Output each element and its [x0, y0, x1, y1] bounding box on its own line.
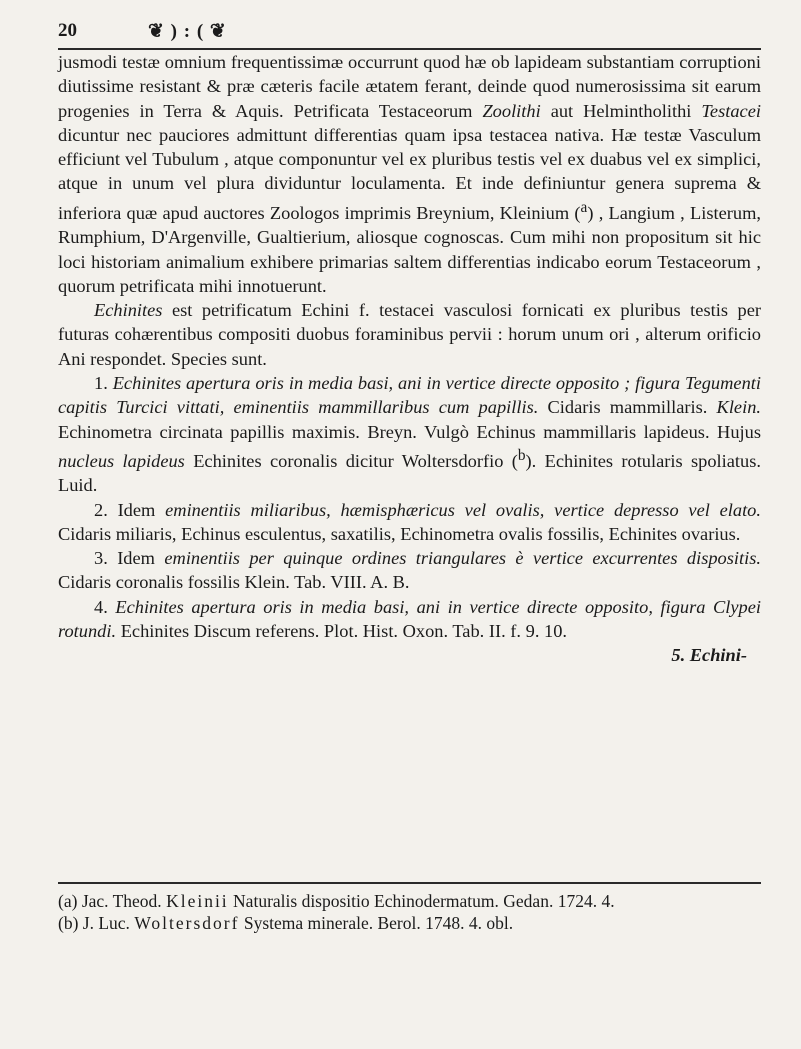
species-item-2: 2. Idem eminentiis miliaribus, hæmisphæricus vel ovalis, vertice depresso vel elato. Cidaris miliaris, Echinus esculentus, saxatilis, Echinometra ovalis fossilis, Echinites ovarius.: [58, 499, 761, 544]
term-testacei: Testacei: [701, 100, 761, 121]
species-item-1: 1. Echinites apertura oris in media basi, ani in vertice directe opposito ; figura Tegumenti capitis Turcici vittati, eminentiis mammillaribus cum papillis. Cidaris mammillaris. Klein. Echinometra circinata papillis maximis. Breyn. Vulgò Echinus mammillaris lapideus. Hujus nucleus lapideus Echinites coronalis dicitur Woltersdorfio ($^b$). Echinites rotularis spoliatus. Luid.: [58, 372, 761, 496]
paragraph-echinites: Echinites est petrificatum Echini f. testacei vasculosi fornicati ex pluribus testis per futuras cohærentibus compositi duobus foraminibus pervii : horum unum ori , alterum orificio Ani respondet. Species sunt.: [58, 300, 761, 369]
footnotes: [58, 890, 761, 934]
term-zoolithi: Zoolithi: [482, 100, 541, 121]
species-item-4: 4. Echinites apertura oris in media basi, ani in vertice directe opposito, figura Clypei rotundi. Echinites Discum referens. Plot. Hist. Oxon. Tab. II. f. 9. 10.: [58, 596, 761, 642]
running-header: [58, 20, 761, 46]
heading-echinites: Echinites: [94, 300, 163, 321]
footnote-a: (a) Jac. Theod. Kleinii Naturalis dispositio Echinodermatum. Gedan. 1724. 4.: [58, 891, 615, 911]
catchword: 5. Echini-: [671, 645, 747, 666]
page-number: 20: [58, 20, 77, 41]
footnote-b: (b) J. Luc. Woltersdorf Systema minerale. Berol. 1748. 4. obl.: [58, 913, 514, 933]
main-text: [58, 50, 761, 668]
footnote-rule: [58, 882, 761, 884]
footnote-ref-b[interactable]: b: [517, 446, 526, 464]
paragraph-intro: jusmodi testæ omnium frequentissimæ occurrunt quod hæ ob lapideam substantiam corruptioni diutissime resistant & præ cæteris facile ætatem ferant, deinde quod numerosissima sit earum progenies in Terra & Aquis. Petrificata Testaceorum Zoolithi aut Helmintholithi Testacei dicuntur nec pauciores admittunt differentias quam ipsa testacea nativa. Hæ testæ Vasculum efficiunt vel Tubulum , atque componuntur vel ex pluribus testis vel ex duabus vel ex simplici, atque in unum vel plura dividuntur loculamenta. Et inde definiuntur genera suprema & inferiora quæ apud auctores Zoologos imprimis Breynium, Kleinium ($^a$) , Langium , Listerum, Rumphium, D'Argenville, Gualtierium, aliosque cognoscas. Cum mihi non propositum sit hic loci historiam animalium exhibere primarias saltem differentias indicabo eorum Testaceorum , quorum petrificata mihi innotuerunt.: [58, 52, 761, 296]
species-item-3: 3. Idem eminentiis per quinque ordines triangulares è vertice excurrentes dispositis. Cidaris coronalis fossilis Klein. Tab. VIII. A. B.: [58, 548, 761, 593]
header-ornament: ❦ ) : ( ❦: [148, 21, 227, 42]
footnote-ref-a[interactable]: a: [580, 198, 588, 216]
